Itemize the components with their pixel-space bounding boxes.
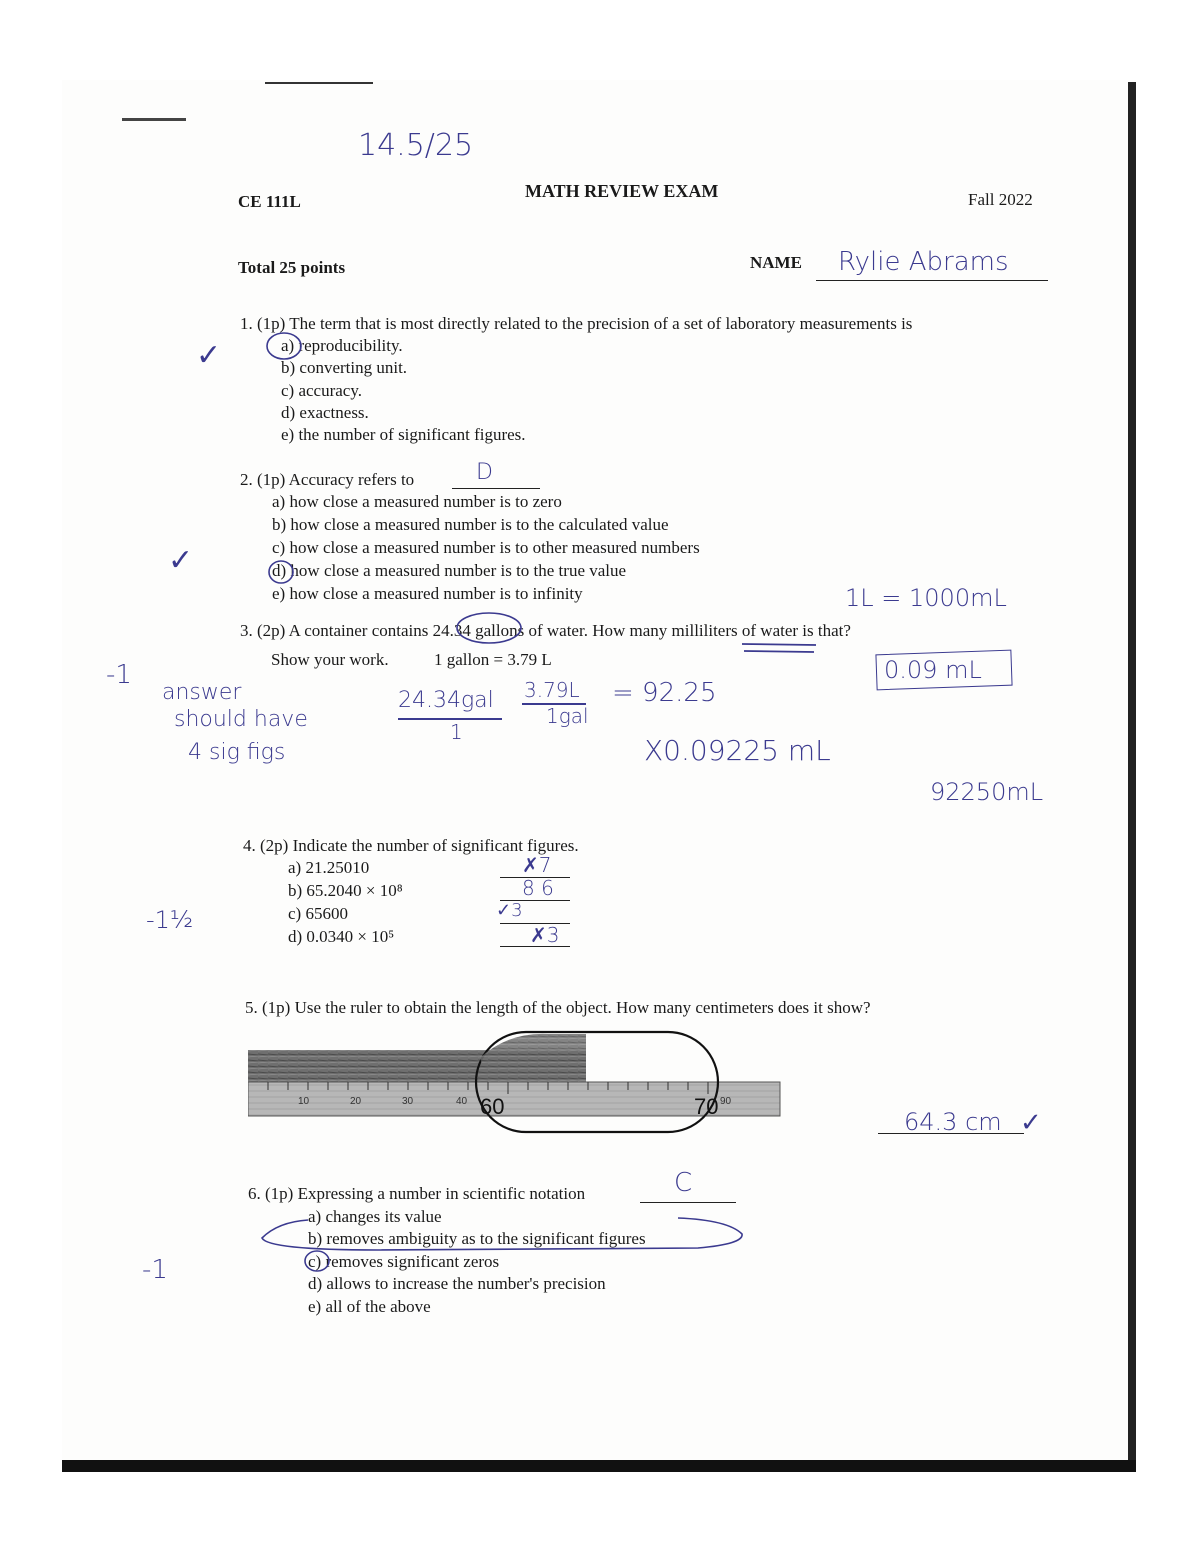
q6-stem: 6. (1p) Expressing a number in scientific notation <box>248 1184 586 1203</box>
q2-option-b: b) how close a measured number is to the calculated value <box>272 515 669 534</box>
q2-check-mark: ✓ <box>168 543 194 578</box>
q3-work-intermediate: = 92.25 <box>612 678 717 708</box>
q3-stem: 3. (2p) A container contains 24.34 gallons of water. How many milliliters of water is that? <box>240 621 851 640</box>
q3-correct-answer: 92250mL <box>930 778 1044 806</box>
q2-answer-blank <box>452 488 540 489</box>
q5-check-mark: ✓ <box>1020 1108 1042 1138</box>
q2-option-c: c) how close a measured number is to other measured numbers <box>272 538 700 557</box>
q3-note-line-2: should have <box>174 707 308 732</box>
q6-option-c: c) removes significant zeros <box>308 1252 500 1271</box>
q3-work-result: X0.09225 mL <box>644 734 831 767</box>
q3-boxed-answer: 0.09 mL <box>884 656 982 684</box>
ruler-label-70: 70 <box>694 1094 719 1119</box>
q4-mark-c: ✓3 <box>496 900 523 921</box>
exam-page <box>62 80 1136 1472</box>
q4-mark-a: ✗7 <box>522 853 552 877</box>
ruler-figure <box>248 1028 782 1136</box>
score: 14.5/25 <box>358 128 474 163</box>
q3-work-denominator-2: 1gal <box>546 704 589 728</box>
name-underline <box>816 280 1048 281</box>
q3-note-line-1: answer <box>162 680 242 705</box>
student-name: Rylie Abrams <box>838 247 1009 277</box>
q3-number-circle <box>454 610 524 646</box>
q6-option-b: b) removes ambiguity as to the significant figures <box>308 1229 646 1248</box>
q6-option-a: a) changes its value <box>308 1207 442 1226</box>
q5-answer: 64.3 cm <box>904 1108 1002 1136</box>
q3-work-denominator-1: 1 <box>450 720 463 744</box>
q1-check-mark: ✓ <box>196 338 222 373</box>
q4-mark-b: 8 6 <box>522 876 554 900</box>
total-points: Total 25 points <box>238 258 346 277</box>
ruler-label-10: 10 <box>298 1096 310 1107</box>
term: Fall 2022 <box>968 190 1033 209</box>
q5-stem: 5. (1p) Use the ruler to obtain the length of the object. How many centimeters does it show? <box>245 998 871 1017</box>
q6-answer: C <box>674 1168 693 1198</box>
q2-option-d: d) how close a measured number is to the true value <box>272 561 627 580</box>
q2-option-a: a) how close a measured number is to zero <box>272 492 562 511</box>
q2-option-e: e) how close a measured number is to infinity <box>272 584 583 603</box>
top-edge-line <box>265 82 373 84</box>
q3-deduction: -1 <box>106 660 132 690</box>
q1-option-c: c) accuracy. <box>281 381 362 400</box>
q3-show-work: Show your work. <box>271 650 389 669</box>
q6-answer-blank <box>640 1202 736 1203</box>
q1-stem: 1. (1p) The term that is most directly related to the precision of a set of laboratory measurements is <box>240 314 913 333</box>
q4-item-d: d) 0.0340 × 10⁵ <box>288 927 395 946</box>
q2-stem: 2. (1p) Accuracy refers to <box>240 470 415 489</box>
q4-stem: 4. (2p) Indicate the number of significant figures. <box>243 836 579 855</box>
name-label: NAME <box>750 253 802 272</box>
q4-item-b: b) 65.2040 × 10⁸ <box>288 881 403 900</box>
q1-option-d: d) exactness. <box>281 403 369 422</box>
q6-selected-circle <box>302 1248 332 1274</box>
q3-work-numerator-2: 3.79L <box>524 678 580 702</box>
q6-option-e: e) all of the above <box>308 1297 431 1316</box>
q3-conversion: 1 gallon = 3.79 L <box>434 650 552 669</box>
page-edge-shadow <box>1128 82 1136 1472</box>
q1-answer-circle <box>264 330 304 362</box>
q4-item-a: a) 21.25010 <box>288 858 370 877</box>
ruler-label-20: 20 <box>350 1096 362 1107</box>
q3-note-line-3: 4 sig figs <box>188 740 286 765</box>
q3-work-numerator-1: 24.34gal <box>398 688 494 713</box>
q6-deduction: -1 <box>142 1255 168 1285</box>
q2-answer: D <box>476 460 493 485</box>
q3-milliliters-underline <box>740 640 820 656</box>
q6-option-d: d) allows to increase the number's precision <box>308 1274 606 1293</box>
ruler-label-60: 60 <box>480 1094 505 1119</box>
q4-mark-d: ✗3 <box>530 923 560 947</box>
q1-option-a: a) reproducibility. <box>281 336 403 355</box>
q2-answer-circle <box>266 558 296 586</box>
q4-deduction: -1½ <box>146 906 194 934</box>
ruler-drawing <box>248 1028 782 1136</box>
q1-option-b: b) converting unit. <box>281 358 408 377</box>
q3-margin-note: 1L = 1000mL <box>845 584 1007 612</box>
pencil-mark <box>122 118 186 121</box>
ruler-label-90: 90 <box>720 1096 732 1107</box>
ruler-label-40: 40 <box>456 1096 468 1107</box>
ruler-label-30: 30 <box>402 1096 414 1107</box>
q4-item-c: c) 65600 <box>288 904 348 923</box>
q1-option-e: e) the number of significant figures. <box>281 425 526 444</box>
course-code: CE 111L <box>238 192 301 211</box>
page-bottom-edge <box>62 1460 1136 1472</box>
exam-title: MATH REVIEW EXAM <box>525 181 719 201</box>
